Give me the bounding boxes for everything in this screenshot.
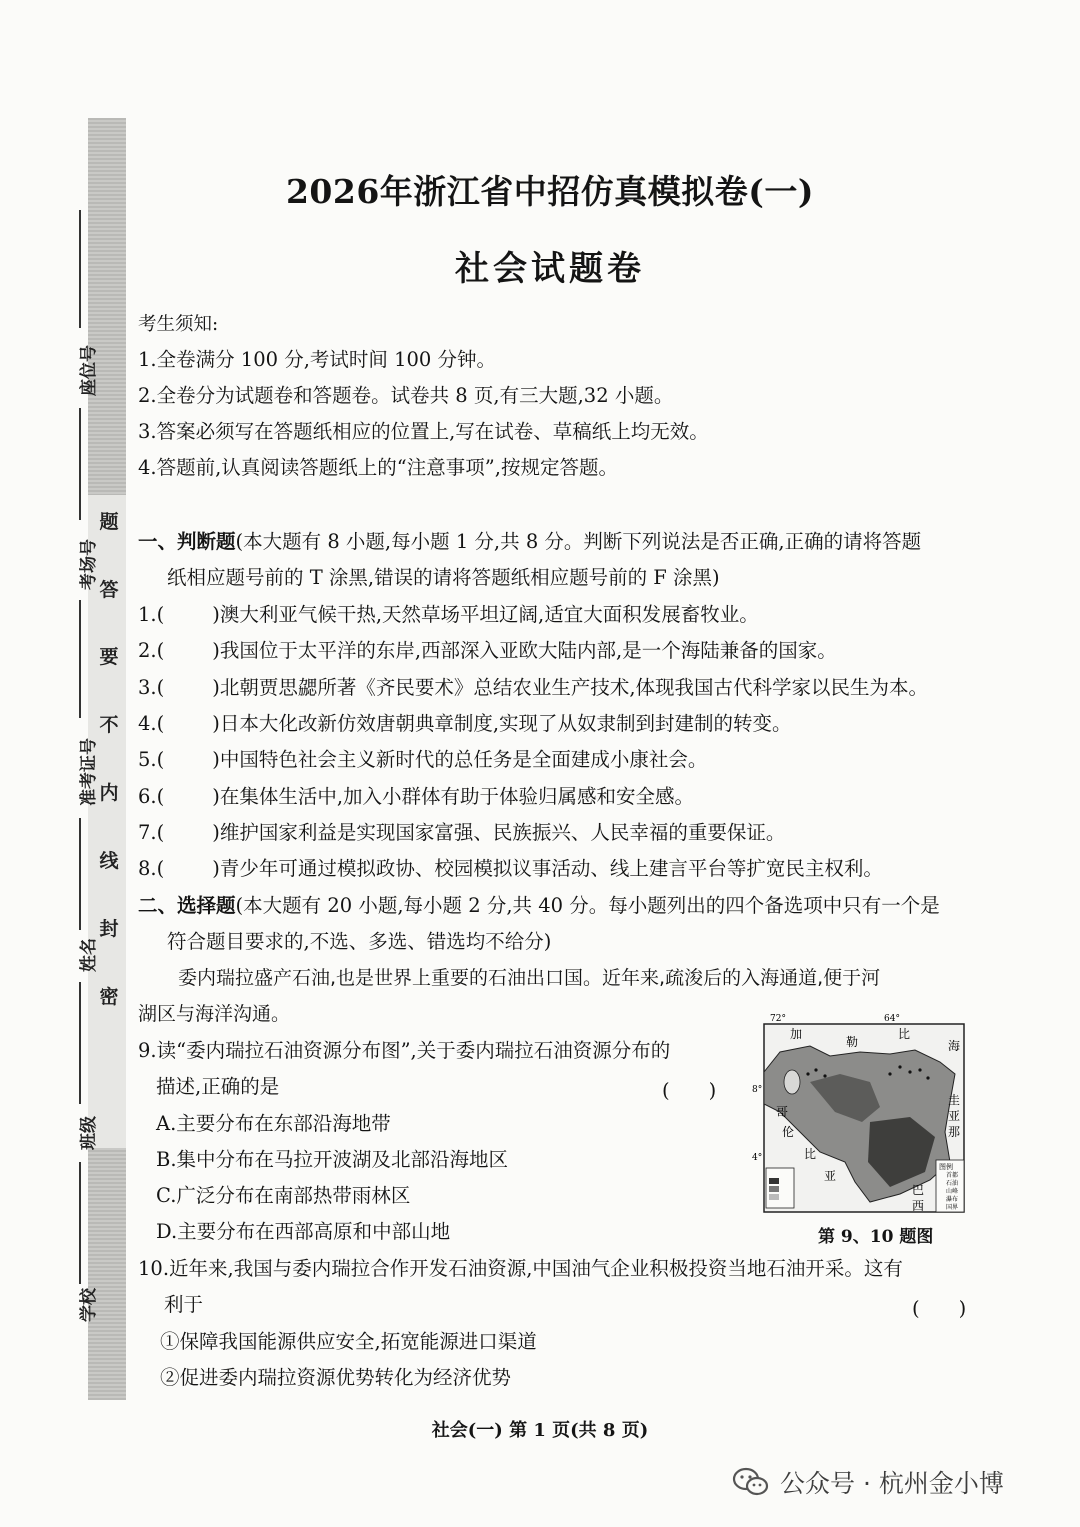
room-number-line xyxy=(79,408,81,520)
material-text-2: 湖区与海洋沟通。 xyxy=(138,1003,291,1025)
tf-number: 3.( xyxy=(138,676,165,699)
seat-number-label: 座位号 xyxy=(79,345,99,396)
tf-close: ) xyxy=(212,857,220,880)
q9-stem-2: 描述,正确的是 xyxy=(156,1075,280,1098)
notice-heading: 考生须知: xyxy=(138,314,219,335)
lat-label: 8° xyxy=(752,1085,763,1095)
tf-question xyxy=(138,603,759,627)
lon-label: 72° xyxy=(770,1014,786,1024)
legend-item: 石油 xyxy=(946,1180,959,1187)
page-footer: 社会(一) 第 1 页(共 8 页) xyxy=(431,1420,649,1441)
place-label: 伦 xyxy=(782,1125,795,1139)
tf-number: 1.( xyxy=(138,603,165,626)
place-label: 比 xyxy=(898,1027,911,1041)
legend-item: 首都 xyxy=(946,1172,959,1179)
q10-stem: 10.近年来,我国与委内瑞拉合作开发石油资源,中国油气企业积极投资当地石油开采。这有 xyxy=(138,1257,903,1280)
notice-item: 3.答案必须写在答题纸相应的位置上,写在试卷、草稿纸上均无效。 xyxy=(138,420,709,443)
tf-number: 5.( xyxy=(138,748,165,771)
q9-option-d: D.主要分布在西部高原和中部山地 xyxy=(156,1220,451,1243)
tf-number: 6.( xyxy=(138,785,165,808)
room-number-label: 考场号 xyxy=(79,539,99,590)
place-label: 哥 xyxy=(776,1105,789,1119)
class-line xyxy=(79,982,81,1104)
tf-close: ) xyxy=(212,785,220,808)
seal-char: 内 xyxy=(99,782,119,804)
watermark-text: 公众号 · 杭州金小博 xyxy=(780,1469,1004,1498)
place-label: 亚 xyxy=(948,1109,961,1123)
q9-option-b: B.集中分布在马拉开波湖及北部沿海地区 xyxy=(156,1148,509,1171)
place-label: 巴 xyxy=(912,1183,925,1197)
legend-title: 图例 xyxy=(939,1163,953,1171)
seal-char: 要 xyxy=(99,646,119,668)
name-label: 姓名 xyxy=(79,938,99,972)
seal-char: 封 xyxy=(99,918,119,940)
place-label: 加 xyxy=(790,1027,803,1041)
tf-text: 日本大化改新仿效唐朝典章制度,实现了从奴隶制到封建制的转变。 xyxy=(219,712,792,735)
tf-text: 我国位于太平洋的东岸,西部深入亚欧大陆内部,是一个海陆兼备的国家。 xyxy=(219,639,837,662)
seal-char: 答 xyxy=(99,579,119,601)
name-line xyxy=(79,818,81,930)
tf-text: 青少年可通过模拟政协、校园模拟议事活动、线上建言平台等扩宽民主权利。 xyxy=(219,857,883,880)
tf-close: ) xyxy=(212,639,220,662)
legend-item: 瀑布 xyxy=(946,1196,959,1203)
legend-item: 山峰 xyxy=(946,1188,959,1195)
place-label: 勒 xyxy=(846,1035,859,1049)
tf-text: 澳大利亚气候干热,天然草场平坦辽阔,适宜大面积发展畜牧业。 xyxy=(219,603,759,626)
q9-stem: 9.读“委内瑞拉石油资源分布图”,关于委内瑞拉石油资源分布的 xyxy=(138,1039,671,1062)
notice-item: 2.全卷分为试题卷和答题卷。试卷共 8 页,有三大题,32 小题。 xyxy=(138,384,674,407)
exam-title: 2026年浙江省中招仿真模拟卷(一) xyxy=(285,172,815,211)
tf-close: ) xyxy=(212,748,220,771)
school-label: 学校 xyxy=(79,1288,99,1322)
section1-heading: 一、判断题 xyxy=(138,530,236,553)
place-label: 那 xyxy=(948,1125,961,1139)
school-line xyxy=(79,1162,81,1284)
q10-item: ②促进委内瑞拉资源优势转化为经济优势 xyxy=(160,1366,512,1389)
tf-question xyxy=(138,676,928,700)
class-label: 班级 xyxy=(79,1116,99,1150)
exam-id-line xyxy=(79,600,81,718)
tf-number: 2.( xyxy=(138,639,165,662)
tf-text: 中国特色社会主义新时代的总任务是全面建成小康社会。 xyxy=(219,748,708,771)
q10-stem-2: 利于 xyxy=(164,1293,204,1316)
tf-question xyxy=(138,748,707,772)
q9-option-a: A.主要分布在东部沿海地带 xyxy=(156,1112,391,1135)
place-label: 亚 xyxy=(824,1169,837,1183)
wechat-icon xyxy=(732,1467,770,1497)
tf-number: 8.( xyxy=(138,857,165,880)
q10-answer-paren: ( ) xyxy=(912,1297,967,1320)
lon-label: 64° xyxy=(884,1014,900,1024)
tf-close: ) xyxy=(212,821,220,844)
section1-intro xyxy=(138,530,921,554)
material-text: 委内瑞拉盛产石油,也是世界上重要的石油出口国。近年来,疏浚后的入海通道,便于河 xyxy=(178,967,881,989)
section2-heading: 二、选择题 xyxy=(138,894,236,917)
lat-label: 4° xyxy=(752,1153,763,1163)
section2-intro xyxy=(138,894,940,918)
tf-text: 在集体生活中,加入小群体有助于体验归属感和安全感。 xyxy=(219,785,695,808)
exam-subtitle: 社会试题卷 xyxy=(455,249,645,289)
place-label: 比 xyxy=(804,1147,817,1161)
tf-text: 维护国家利益是实现国家富强、民族振兴、人民幸福的重要保证。 xyxy=(219,821,786,844)
tf-close: ) xyxy=(212,712,220,735)
map-caption: 第 9、10 题图 xyxy=(818,1227,934,1247)
tf-text: 北朝贾思勰所著《齐民要术》总结农业生产技术,体现我国古代科学家以民生为本。 xyxy=(219,676,929,699)
seal-char: 不 xyxy=(99,714,119,736)
place-label: 海 xyxy=(948,1039,961,1053)
seal-char: 密 xyxy=(99,986,119,1008)
tf-close: ) xyxy=(212,603,220,626)
notice-item: 4.答题前,认真阅读答题纸上的“注意事项”,按规定答题。 xyxy=(138,456,618,479)
map-svg xyxy=(750,1012,970,1218)
tf-question xyxy=(138,785,694,809)
section2-desc: (本大题有 20 小题,每小题 2 分,共 40 分。每小题列出的四个备选项中只有一个是 xyxy=(235,894,940,917)
tf-close: ) xyxy=(212,676,220,699)
section1-desc-2: 纸相应题号前的 T 涂黑,错误的请将答题纸相应题号前的 F 涂黑) xyxy=(167,566,720,589)
tf-question xyxy=(138,639,837,663)
seal-char: 线 xyxy=(99,850,119,872)
tf-question xyxy=(138,712,792,736)
exam-id-label: 准考证号 xyxy=(79,738,99,806)
place-label: 圭 xyxy=(948,1093,961,1107)
watermark xyxy=(732,1464,1004,1500)
q10-item: ①保障我国能源供应安全,拓宽能源进口渠道 xyxy=(160,1330,537,1353)
section1-desc: (本大题有 8 小题,每小题 1 分,共 8 分。判断下列说法是否正确,正确的请将答题 xyxy=(235,530,922,553)
notice-item: 1.全卷满分 100 分,考试时间 100 分钟。 xyxy=(138,348,497,371)
tf-number: 4.( xyxy=(138,712,165,735)
tf-question xyxy=(138,821,785,845)
venezuela-oil-map xyxy=(750,1012,970,1218)
q9-option-c: C.广泛分布在南部热带雨林区 xyxy=(156,1184,411,1207)
q9-answer-paren: ( ) xyxy=(662,1079,717,1102)
section2-desc-2: 符合题目要求的,不选、多选、错选均不给分) xyxy=(167,930,552,953)
legend-item: 国界 xyxy=(946,1204,959,1211)
place-label: 西 xyxy=(912,1199,925,1213)
tf-number: 7.( xyxy=(138,821,165,844)
tf-question xyxy=(138,857,883,881)
seal-char: 题 xyxy=(99,511,119,533)
